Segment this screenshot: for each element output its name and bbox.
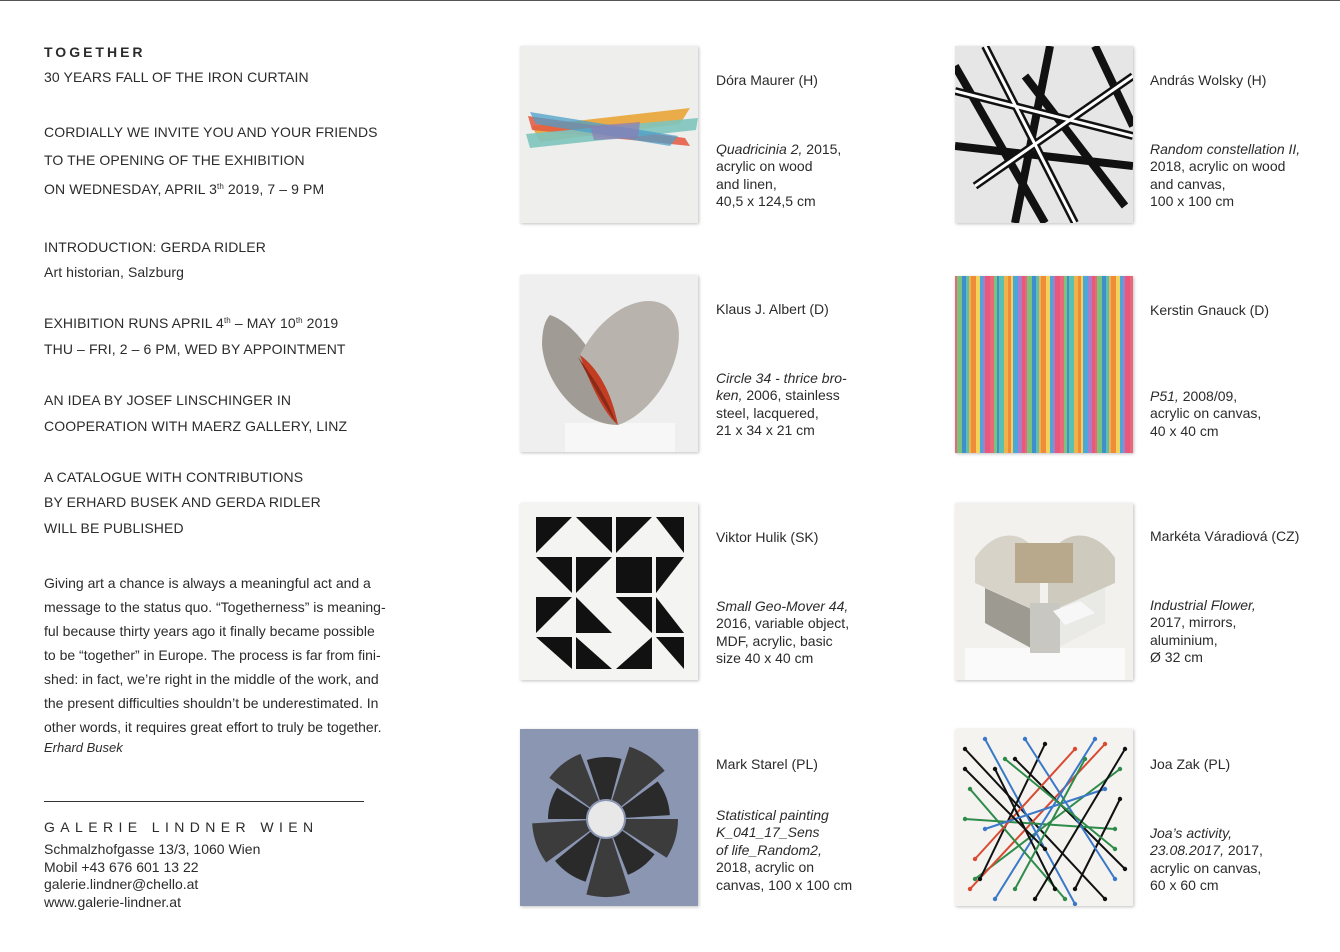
artwork-image-wolsky [955, 46, 1133, 223]
artist-name: Mark Starel (PL) [716, 756, 818, 772]
artist-name: Kerstin Gnauck (D) [1150, 302, 1270, 318]
artist-name: András Wolsky (H) [1150, 72, 1267, 88]
quote-line: Giving art a chance is always a meaningful act and a [44, 575, 371, 591]
gallery-name: GALERIE LINDNER WIEN [44, 819, 319, 835]
quote-line: other words, it requires great effort to truly be together. [44, 719, 382, 735]
quote-line: shed: in fact, we’re right in the middle of the work, and [44, 671, 379, 687]
artwork-image-starel [520, 729, 698, 906]
quote-line: to be “together” in Europe. The process is far from fini- [44, 647, 381, 663]
artwork-caption: Industrial Flower, 2017, mirrors, aluminium, Ø 32 cm [1150, 597, 1256, 666]
invite-line-3: ON WEDNESDAY, APRIL 3th 2019, 7 – 9 PM [44, 181, 325, 197]
artist-name: Klaus J. Albert (D) [716, 301, 829, 317]
artwork-caption: Quadricinia 2, 2015, acrylic on wood and linen, 40,5 x 124,5 cm [716, 141, 842, 210]
idea-line-2: COOPERATION WITH MAERZ GALLERY, LINZ [44, 418, 348, 434]
artwork-caption: P51, 2008/09, acrylic on canvas, 40 x 40 cm [1150, 388, 1262, 439]
gallery-website[interactable]: www.galerie-lindner.at [44, 893, 181, 910]
quote-text [44, 571, 414, 739]
gallery-email[interactable]: galerie.lindner@chello.at [44, 876, 199, 892]
quote-line: ful because thirty years ago it finally became possible [44, 623, 375, 639]
artwork-caption: Statistical painting K_041_17_Sens of life_Random2, 2018, acrylic on canvas, 100 x 100 cm [716, 807, 853, 893]
invite-line-1: CORDIALLY WE INVITE YOU AND YOUR FRIENDS [44, 124, 378, 140]
artist-name: Viktor Hulik (SK) [716, 529, 819, 545]
introduction-role: Art historian, Salzburg [44, 264, 185, 280]
exhibition-runs: EXHIBITION RUNS APRIL 4th – MAY 10th 2019 [44, 315, 339, 331]
artist-name: Dóra Maurer (H) [716, 72, 818, 88]
introduction-line: INTRODUCTION: GERDA RIDLER [44, 239, 266, 255]
artwork-image-albert [520, 275, 698, 452]
gallery-street: Schmalzhofgasse 13/3, 1060 Wien [44, 841, 261, 857]
artwork-image-maurer [520, 46, 698, 223]
catalogue-line-2: BY ERHARD BUSEK AND GERDA RIDLER [44, 494, 321, 510]
invite-line-2: TO THE OPENING OF THE EXHIBITION [44, 152, 305, 168]
divider [44, 801, 364, 802]
artwork-image-zak [955, 729, 1133, 906]
gallery-phone: Mobil +43 676 601 13 22 [44, 858, 199, 875]
quote-line: message to the status quo. “Togetherness” is meaning- [44, 599, 386, 615]
artwork-image-varadiova [955, 503, 1133, 680]
gallery-contact [44, 841, 260, 911]
idea-line-1: AN IDEA BY JOSEF LINSCHINGER IN [44, 392, 292, 408]
quote-author: Erhard Busek [44, 740, 123, 755]
quote-line: the present difficulties shouldn’t be underestimated. In [44, 695, 379, 711]
catalogue-line-3: WILL BE PUBLISHED [44, 520, 184, 536]
catalogue-line-1: A CATALOGUE WITH CONTRIBUTIONS [44, 469, 304, 485]
opening-hours: THU – FRI, 2 – 6 PM, WED BY APPOINTMENT [44, 341, 346, 357]
top-border [0, 0, 1340, 1]
artwork-image-gnauck [955, 276, 1133, 453]
exhibition-subtitle: 30 YEARS FALL OF THE IRON CURTAIN [44, 69, 309, 85]
artwork-caption: Random constellation II, 2018, acrylic on wood and canvas, 100 x 100 cm [1150, 141, 1301, 210]
artist-name: Joa Zak (PL) [1150, 756, 1231, 772]
artist-name: Markéta Váradiová (CZ) [1150, 528, 1300, 544]
artwork-caption: Circle 34 - thrice bro- ken, 2006, stainless steel, lacquered, 21 x 34 x 21 cm [716, 370, 847, 439]
artwork-caption: Joa’s activity, 23.08.2017, 2017, acrylic on canvas, 60 x 60 cm [1150, 825, 1263, 894]
artwork-image-hulik [520, 503, 698, 680]
exhibition-title: TOGETHER [44, 44, 146, 60]
artwork-caption: Small Geo-Mover 44, 2016, variable object, MDF, acrylic, basic size 40 x 40 cm [716, 598, 850, 667]
